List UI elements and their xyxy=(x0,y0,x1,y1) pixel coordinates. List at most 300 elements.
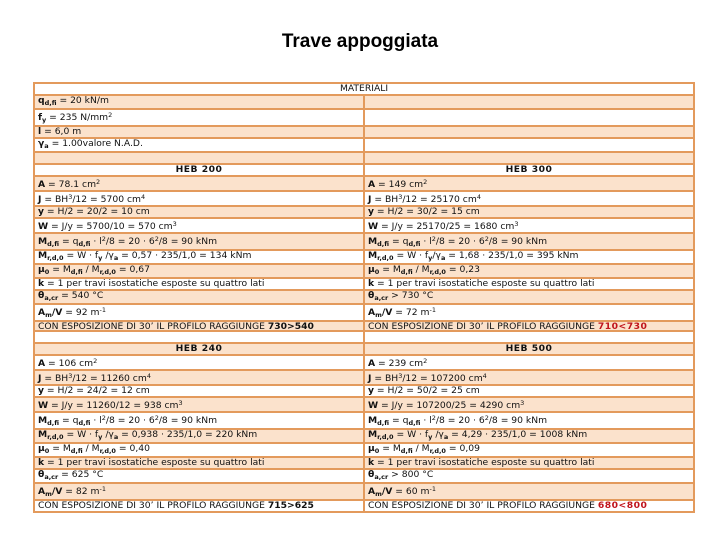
table-row xyxy=(34,138,694,152)
formula-part: /V xyxy=(51,485,63,497)
formula-part: CON ESPOSIZIONE DI 30’ IL PROFILO RAGGIUNGE xyxy=(38,320,268,332)
formula-part: / M xyxy=(412,263,430,275)
formula-part: d,fi xyxy=(377,418,390,427)
formula-part: -1 xyxy=(429,484,436,493)
profile-line xyxy=(364,304,694,321)
formula-part: A xyxy=(368,485,376,497)
formula-part: M xyxy=(368,235,378,247)
formula-part: /12 = 25170 cm xyxy=(402,193,477,205)
profile-header xyxy=(34,343,364,355)
formula-part: = 6,0 m xyxy=(41,126,82,137)
formula-part: CON ESPOSIZIONE DI 30’ IL PROFILO RAGGIUNGE xyxy=(368,499,598,511)
formula-part: = W · f xyxy=(393,428,429,440)
profile-line xyxy=(34,206,364,218)
formula-part: 2 xyxy=(101,413,106,422)
table-row xyxy=(34,483,694,500)
formula-part: A xyxy=(38,178,46,190)
lower-table xyxy=(33,330,695,513)
profile-line xyxy=(34,443,364,457)
formula-part: 3 xyxy=(520,398,525,407)
formula-part: -1 xyxy=(99,484,106,493)
profile-name: HEB 300 xyxy=(505,163,553,175)
formula-part: m xyxy=(45,489,52,498)
profile-line xyxy=(34,457,364,469)
formula-part: = BH xyxy=(371,193,399,205)
formula-part: 0 xyxy=(374,267,380,276)
empty-cell xyxy=(34,152,364,164)
formula-part: / M xyxy=(82,263,100,275)
formula-part: = W · f xyxy=(63,249,99,261)
table-row xyxy=(34,343,694,355)
formula-part: k xyxy=(38,277,45,289)
profile-line xyxy=(34,290,364,304)
table-row xyxy=(34,443,694,457)
formula-part: 3 xyxy=(68,192,73,201)
table-row xyxy=(34,126,694,138)
formula-part: = 60 m xyxy=(392,485,430,497)
formula-part: 3 xyxy=(172,219,177,228)
formula-part: a xyxy=(113,432,119,441)
formula-part: = J/y = 11260/12 = 938 cm xyxy=(48,399,179,411)
formula-part: M xyxy=(38,428,48,440)
formula-part: 730>540 xyxy=(267,320,314,332)
formula-part: /γ xyxy=(102,428,114,440)
formula-part: y xyxy=(98,432,103,441)
formula-part: = 235 N/mm xyxy=(46,112,109,123)
formula-part: = 78.1 cm xyxy=(45,178,97,190)
empty-cell xyxy=(34,331,364,343)
formula-part: d,fi xyxy=(47,418,60,427)
formula-part: = 0,57 · 235/1,0 = 134 kNm xyxy=(118,249,252,261)
formula-part: /8 = 90 kNm xyxy=(488,414,548,426)
formula-part: W xyxy=(38,220,49,232)
formula-part: 2 xyxy=(96,177,101,186)
formula-part: -1 xyxy=(99,305,106,314)
formula-part: 2 xyxy=(484,234,489,243)
formula-part: a xyxy=(113,253,119,262)
profile-name: HEB 500 xyxy=(505,342,553,354)
profile-line xyxy=(364,385,694,397)
table-row xyxy=(34,304,694,321)
formula-part: = BH xyxy=(41,372,69,384)
profile-header xyxy=(364,164,694,176)
formula-part: 2 xyxy=(93,356,98,365)
formula-part: 2 xyxy=(154,413,159,422)
formula-part: a xyxy=(44,142,49,150)
formula-part: γ xyxy=(38,138,45,149)
profile-line xyxy=(364,264,694,278)
table-row xyxy=(34,152,694,164)
profile-name: HEB 240 xyxy=(175,342,223,354)
profile-line xyxy=(364,355,694,370)
formula-part: a,cr xyxy=(44,472,59,481)
profile-line xyxy=(364,233,694,250)
formula-part: l xyxy=(38,126,42,137)
profile-line xyxy=(34,370,364,385)
formula-part: m xyxy=(375,310,382,319)
formula-part: θ xyxy=(38,289,45,301)
table-row xyxy=(34,250,694,264)
profile-line xyxy=(364,429,694,443)
formula-part: 4 xyxy=(476,192,481,201)
formula-part: /8 = 20 · 6 xyxy=(435,414,485,426)
table-row xyxy=(34,164,694,176)
table-row xyxy=(34,218,694,233)
page-title: Trave appoggiata xyxy=(281,31,439,52)
formula-part: = 20 kN/m xyxy=(56,95,109,106)
formula-part: 3 xyxy=(68,371,73,380)
formula-part: /V xyxy=(381,306,393,318)
table-row xyxy=(34,206,694,218)
profile-line xyxy=(364,278,694,290)
formula-part: = q xyxy=(389,235,409,247)
formula-part: valore N.A.D. xyxy=(82,138,143,149)
formula-part: θ xyxy=(38,468,45,480)
formula-part: = M xyxy=(379,442,401,454)
formula-part: = W · f xyxy=(393,249,429,261)
formula-part: 2 xyxy=(431,413,436,422)
formula-part: M xyxy=(38,414,48,426)
formula-part: a,cr xyxy=(374,472,389,481)
formula-part: = M xyxy=(379,263,401,275)
table-row xyxy=(34,191,694,206)
formula-part: k xyxy=(368,456,375,468)
formula-part: 3 xyxy=(178,398,183,407)
formula-part: = M xyxy=(49,442,71,454)
table-row xyxy=(34,429,694,443)
formula-part: = 239 cm xyxy=(375,357,424,369)
profile-line xyxy=(364,206,694,218)
formula-part: = 1 per travi isostatiche esposte su quattro lati xyxy=(44,456,265,468)
formula-part: r,d,0 xyxy=(429,446,446,455)
formula-part: = 540 °C xyxy=(58,289,104,301)
formula-part: 3 xyxy=(514,219,519,228)
formula-part: r,d,0 xyxy=(99,446,116,455)
profile-line xyxy=(364,218,694,233)
formula-part: m xyxy=(45,310,52,319)
formula-part: /8 = 90 kNm xyxy=(488,235,548,247)
table-row xyxy=(34,500,694,512)
formula-part: W xyxy=(368,399,379,411)
formula-part: /V xyxy=(51,306,63,318)
table-row xyxy=(34,278,694,290)
formula-part: M xyxy=(38,249,48,261)
profile-line xyxy=(364,191,694,206)
upper-table xyxy=(33,82,695,334)
formula-part: 4 xyxy=(140,192,146,201)
formula-part: θ xyxy=(368,468,375,480)
empty-cell xyxy=(364,152,694,164)
formula-part: W xyxy=(368,220,379,232)
formula-part: -1 xyxy=(429,305,436,314)
formula-part: CON ESPOSIZIONE DI 30’ IL PROFILO RAGGIUNGE xyxy=(368,320,598,332)
formula-part: 3 xyxy=(398,192,403,201)
formula-part: d,fi xyxy=(78,418,91,427)
formula-part: · l xyxy=(90,235,102,247)
profile-line xyxy=(364,500,694,512)
formula-part: /γ xyxy=(102,249,114,261)
material-param xyxy=(34,126,364,138)
formula-part: y xyxy=(368,384,374,396)
formula-part: 0 xyxy=(44,267,50,276)
formula-part: M xyxy=(38,235,48,247)
formula-part: /γ xyxy=(432,428,444,440)
formula-part: = q xyxy=(389,414,409,426)
formula-part: /8 = 90 kNm xyxy=(158,235,218,247)
formula-part: = J/y = 25170/25 = 1680 cm xyxy=(378,220,515,232)
formula-part: / M xyxy=(82,442,100,454)
formula-part: /12 = 5700 cm xyxy=(72,193,141,205)
formula-part: = 0,67 xyxy=(115,263,150,275)
formula-part: 2 xyxy=(423,356,428,365)
formula-part: d,fi xyxy=(408,418,421,427)
formula-part: θ xyxy=(368,289,375,301)
formula-part: /12 = 11260 cm xyxy=(72,372,147,384)
formula-part: = H/2 = 24/2 = 12 cm xyxy=(44,384,150,396)
table-row xyxy=(34,412,694,429)
formula-part: d,fi xyxy=(70,267,83,276)
formula-part: r,d,0 xyxy=(377,253,394,262)
formula-part: = 0,09 xyxy=(445,442,480,454)
formula-part: y xyxy=(368,205,374,217)
profile-line xyxy=(364,250,694,264)
formula-part: d,fi xyxy=(47,239,60,248)
formula-part: /8 = 90 kNm xyxy=(158,414,218,426)
formula-part: J xyxy=(38,193,42,205)
formula-part: /V xyxy=(381,485,393,497)
formula-part: r,d,0 xyxy=(99,267,116,276)
formula-part: = M xyxy=(49,263,71,275)
formula-part: = 72 m xyxy=(392,306,430,318)
formula-part: · l xyxy=(420,235,432,247)
formula-part: A xyxy=(368,357,376,369)
table-row xyxy=(34,290,694,304)
profile-line xyxy=(34,250,364,264)
formula-part: 4 xyxy=(482,371,487,380)
formula-part: > 730 °C xyxy=(388,289,434,301)
formula-part: = q xyxy=(59,414,79,426)
profile-line xyxy=(34,429,364,443)
profile-line xyxy=(34,500,364,512)
formula-part: = H/2 = 20/2 = 10 cm xyxy=(44,205,150,217)
materials-header xyxy=(34,83,694,95)
formula-part: y xyxy=(42,116,47,124)
formula-part: 2 xyxy=(108,111,113,119)
formula-part: = 1 per travi isostatiche esposte su quattro lati xyxy=(374,456,595,468)
material-param xyxy=(34,95,364,109)
formula-part: = q xyxy=(59,235,79,247)
formula-part: = 0,40 xyxy=(115,442,150,454)
formula-part: = 106 cm xyxy=(45,357,94,369)
formula-part: /8 = 20 · 6 xyxy=(105,235,155,247)
formula-part: A xyxy=(368,306,376,318)
formula-part: = H/2 = 50/2 = 25 cm xyxy=(374,384,480,396)
formula-part: = 1 per travi isostatiche esposte su quattro lati xyxy=(44,277,265,289)
formula-part: A xyxy=(38,357,46,369)
empty-cell xyxy=(364,138,694,152)
profile-line xyxy=(364,176,694,191)
formula-part: 4 xyxy=(146,371,151,380)
empty-cell xyxy=(364,331,694,343)
profile-line xyxy=(34,412,364,429)
table-row xyxy=(34,397,694,412)
formula-part: a xyxy=(440,253,446,262)
profile-line xyxy=(34,355,364,370)
formula-part: = J/y = 5700/10 = 570 cm xyxy=(48,220,173,232)
formula-part: = J/y = 107200/25 = 4290 cm xyxy=(378,399,521,411)
table-row xyxy=(34,109,694,126)
table-row xyxy=(34,176,694,191)
profile-line xyxy=(364,412,694,429)
table-row xyxy=(34,385,694,397)
formula-part: 2 xyxy=(423,177,428,186)
profile-line xyxy=(34,278,364,290)
table-row xyxy=(34,331,694,343)
formula-part: = 0,23 xyxy=(445,263,480,275)
formula-part: r,d,0 xyxy=(377,432,394,441)
formula-part: r,d,0 xyxy=(47,432,64,441)
formula-part: A xyxy=(38,485,46,497)
formula-part: d,fi xyxy=(70,446,83,455)
table-row xyxy=(34,264,694,278)
formula-part: J xyxy=(38,372,42,384)
formula-part: 2 xyxy=(484,413,489,422)
formula-part: d,fi xyxy=(377,239,390,248)
formula-part: M xyxy=(368,428,378,440)
formula-part: = H/2 = 30/2 = 15 cm xyxy=(374,205,480,217)
table-row xyxy=(34,355,694,370)
formula-part: 2 xyxy=(154,234,159,243)
formula-part: d,fi xyxy=(408,239,421,248)
formula-part: J xyxy=(368,372,372,384)
profile-line xyxy=(364,469,694,483)
formula-part: d,fi xyxy=(44,99,57,107)
formula-part: 710<730 xyxy=(597,320,648,332)
formula-part: k xyxy=(38,456,45,468)
profile-line xyxy=(34,191,364,206)
profile-line xyxy=(364,370,694,385)
formula-part: m xyxy=(375,489,382,498)
profile-line xyxy=(34,304,364,321)
formula-part: · l xyxy=(420,414,432,426)
formula-part: /8 = 20 · 6 xyxy=(105,414,155,426)
formula-part: d,fi xyxy=(400,267,413,276)
formula-part: d,fi xyxy=(400,446,413,455)
table-row xyxy=(34,457,694,469)
formula-part: y xyxy=(38,205,44,217)
formula-part: 3 xyxy=(398,371,403,380)
formula-part: f xyxy=(38,112,42,123)
formula-part: μ xyxy=(368,442,375,454)
formula-part: J xyxy=(368,193,372,205)
formula-part: = 1.00 xyxy=(48,138,83,149)
profile-line xyxy=(34,397,364,412)
formula-part: / M xyxy=(412,442,430,454)
profile-line xyxy=(364,443,694,457)
formula-part: = 625 °C xyxy=(58,468,104,480)
formula-part: 0 xyxy=(374,446,380,455)
formula-part: y xyxy=(98,253,103,262)
profile-line xyxy=(34,385,364,397)
formula-part: k xyxy=(368,277,375,289)
profile-header xyxy=(34,164,364,176)
formula-part: W xyxy=(38,399,49,411)
formula-part: 0 xyxy=(44,446,50,455)
formula-part: = 92 m xyxy=(62,306,100,318)
profile-line xyxy=(364,457,694,469)
formula-part: y xyxy=(38,384,44,396)
formula-part: = BH xyxy=(371,372,399,384)
formula-part: = BH xyxy=(41,193,69,205)
profile-line xyxy=(34,176,364,191)
empty-cell xyxy=(364,95,694,109)
formula-part: 2 xyxy=(431,234,436,243)
formula-part: CON ESPOSIZIONE DI 30’ IL PROFILO RAGGIUNGE xyxy=(38,499,268,511)
profile-line xyxy=(34,469,364,483)
material-param xyxy=(34,138,364,152)
formula-part: = 0,938 · 235/1,0 = 220 kNm xyxy=(118,428,258,440)
profile-line xyxy=(364,397,694,412)
formula-part: A xyxy=(38,306,46,318)
formula-part: a xyxy=(443,432,449,441)
formula-part: /8 = 20 · 6 xyxy=(435,235,485,247)
materials-label: MATERIALI xyxy=(339,83,389,94)
profile-line xyxy=(364,290,694,304)
table-row xyxy=(34,469,694,483)
empty-cell xyxy=(364,126,694,138)
profile-line xyxy=(34,218,364,233)
table-row xyxy=(34,83,694,95)
formula-part: y xyxy=(428,253,433,262)
table-row xyxy=(34,370,694,385)
formula-part: A xyxy=(368,178,376,190)
table-row xyxy=(34,233,694,250)
formula-part: > 800 °C xyxy=(388,468,434,480)
formula-part: /γ xyxy=(432,249,441,261)
formula-part: y xyxy=(428,432,433,441)
profile-line xyxy=(34,233,364,250)
formula-part: a,cr xyxy=(374,293,389,302)
formula-part: = 82 m xyxy=(62,485,100,497)
formula-part: M xyxy=(368,414,378,426)
formula-part: = 4,29 · 235/1,0 = 1008 kNm xyxy=(448,428,588,440)
formula-part: 2 xyxy=(101,234,106,243)
table-row xyxy=(34,95,694,109)
formula-part: μ xyxy=(38,263,45,275)
empty-cell xyxy=(364,109,694,126)
profile-header xyxy=(364,343,694,355)
formula-part: r,d,0 xyxy=(47,253,64,262)
formula-part: M xyxy=(368,249,378,261)
formula-part: r,d,0 xyxy=(429,267,446,276)
formula-part: a,cr xyxy=(44,293,59,302)
formula-part: = 1,68 · 235/1,0 = 395 kNm xyxy=(445,249,579,261)
formula-part: = 1 per travi isostatiche esposte su quattro lati xyxy=(374,277,595,289)
formula-part: μ xyxy=(38,442,45,454)
formula-part: = 149 cm xyxy=(375,178,424,190)
profile-name: HEB 200 xyxy=(175,163,223,175)
material-param xyxy=(34,109,364,126)
profile-line xyxy=(364,483,694,500)
profile-line xyxy=(34,483,364,500)
profile-line xyxy=(34,264,364,278)
formula-part: = W · f xyxy=(63,428,99,440)
formula-part: μ xyxy=(368,263,375,275)
formula-part: q xyxy=(38,95,45,106)
formula-part: 715>625 xyxy=(267,499,314,511)
formula-part: /12 = 107200 cm xyxy=(402,372,483,384)
formula-part: d,fi xyxy=(78,239,91,248)
